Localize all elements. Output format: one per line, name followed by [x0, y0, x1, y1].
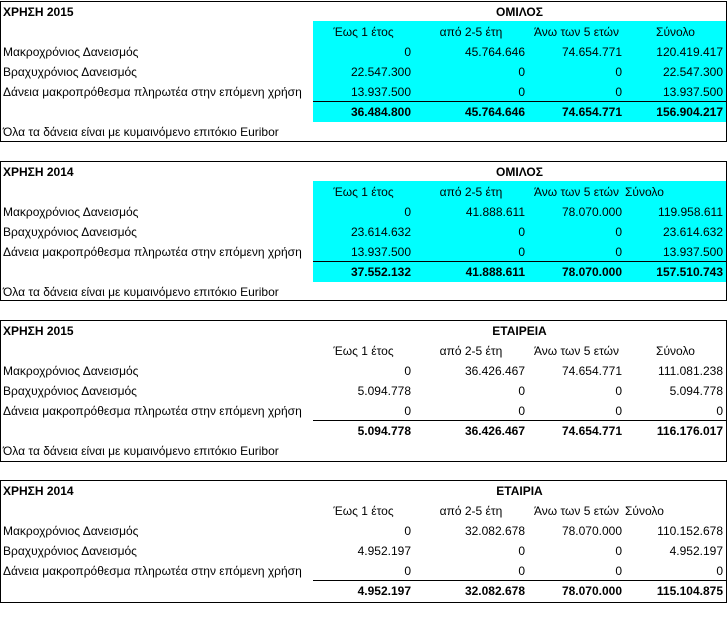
table-row	[1, 42, 726, 62]
total-cell: 5.094.778	[357, 424, 411, 438]
row-label: Βραχυχρόνιος Δανεισμός	[3, 225, 137, 239]
cell: 0	[404, 564, 411, 578]
table-row	[1, 521, 726, 541]
column-header-row	[1, 22, 726, 42]
col-header: Άνω των 5 ετών	[533, 25, 620, 39]
cell: 45.764.646	[464, 45, 525, 59]
cell: 74.654.771	[561, 364, 622, 378]
section-title: ΟΜΙΛΟΣ	[496, 5, 543, 19]
section-title: ΟΜΙΛΟΣ	[496, 165, 543, 179]
row-label: Μακροχρόνιος Δανεισμός	[3, 205, 139, 219]
row-label: Μακροχρόνιος Δανεισμός	[3, 524, 139, 538]
total-cell: 4.952.197	[357, 584, 411, 598]
total-row	[1, 262, 726, 282]
year-label: ΧΡΗΣΗ 2015	[3, 324, 74, 338]
cell: 36.426.467	[464, 364, 525, 378]
col-header: από 2-5 έτη	[439, 25, 503, 39]
cell: 41.888.611	[465, 205, 525, 219]
cell: 74.654.771	[561, 45, 622, 59]
total-cell: 74.654.771	[561, 424, 622, 438]
total-row	[1, 421, 726, 441]
cell: 0	[404, 404, 411, 418]
cell: 0	[404, 364, 411, 378]
cell: 0	[518, 544, 525, 558]
cell: 0	[615, 245, 622, 259]
total-cell: 37.552.132	[350, 265, 411, 279]
col-header: Σύνολο	[625, 504, 664, 518]
cell: 0	[518, 404, 525, 418]
total-cell: 41.888.611	[465, 265, 525, 279]
col-header: Σύνολο	[625, 185, 664, 199]
cell: 0	[518, 384, 525, 398]
cell: 78.070.000	[561, 524, 622, 538]
col-header: Έως 1 έτος	[333, 25, 394, 39]
cell: 111.081.238	[658, 364, 723, 378]
total-row	[1, 581, 726, 601]
cell: 0	[404, 45, 411, 59]
year-label: ΧΡΗΣΗ 2015	[3, 5, 74, 19]
cell: 13.937.500	[662, 85, 723, 99]
table-company-2014	[0, 480, 727, 603]
cell: 0	[518, 245, 525, 259]
total-cell: 45.764.646	[464, 105, 525, 119]
table-row	[1, 401, 726, 421]
total-cell: 115.104.875	[656, 584, 723, 598]
table-row	[1, 541, 726, 561]
cell: 0	[615, 544, 622, 558]
col-header: Έως 1 έτος	[333, 344, 394, 358]
total-row	[1, 102, 726, 122]
cell: 4.952.197	[669, 544, 723, 558]
total-cell: 36.484.800	[350, 105, 411, 119]
row-label: Δάνεια μακροπρόθεσμα πληρωτέα στην επόμενη χρήση	[3, 564, 302, 578]
col-header: από 2-5 έτη	[439, 504, 503, 518]
year-label: ΧΡΗΣΗ 2014	[3, 484, 74, 498]
cell: 13.937.500	[662, 245, 723, 259]
cell: 0	[716, 404, 723, 418]
column-header-row	[1, 182, 726, 202]
total-cell: 78.070.000	[561, 584, 622, 598]
col-header: Άνω των 5 ετών	[533, 344, 620, 358]
cell: 0	[404, 205, 411, 219]
cell: 120.419.417	[656, 45, 723, 59]
cell: 0	[615, 384, 622, 398]
cell: 5.094.778	[669, 384, 723, 398]
table-row	[1, 561, 726, 581]
table-row	[1, 381, 726, 401]
cell: 0	[518, 65, 525, 79]
row-label: Βραχυχρόνιος Δανεισμός	[3, 65, 137, 79]
cell: 23.614.632	[350, 225, 411, 239]
col-header: Άνω των 5 ετών	[533, 504, 620, 518]
table-row	[1, 202, 726, 222]
note-row	[1, 441, 726, 461]
table-row	[1, 82, 726, 102]
col-header: από 2-5 έτη	[439, 185, 503, 199]
cell: 22.547.300	[662, 65, 723, 79]
cell: 0	[615, 65, 622, 79]
table-row	[1, 62, 726, 82]
total-cell: 78.070.000	[561, 265, 622, 279]
cell: 0	[518, 564, 525, 578]
section-title: ΕΤΑΙΡΕΙΑ	[492, 324, 547, 338]
cell: 32.082.678	[464, 524, 525, 538]
cell: 0	[518, 85, 525, 99]
row-label: Δάνεια μακροπρόθεσμα πληρωτέα στην επόμενη χρήση	[3, 404, 302, 418]
col-header: Έως 1 έτος	[333, 504, 394, 518]
cell: 13.937.500	[350, 245, 411, 259]
cell: 0	[615, 225, 622, 239]
col-header: από 2-5 έτη	[439, 344, 503, 358]
row-label: Δάνεια μακροπρόθεσμα πληρωτέα στην επόμενη χρήση	[3, 245, 302, 259]
row-label: Βραχυχρόνιος Δανεισμός	[3, 544, 137, 558]
year-label: ΧΡΗΣΗ 2014	[3, 165, 74, 179]
total-cell: 32.082.678	[464, 584, 525, 598]
cell: 22.547.300	[350, 65, 411, 79]
row-label: Βραχυχρόνιος Δανεισμός	[3, 384, 137, 398]
column-header-row	[1, 341, 726, 361]
col-header: Έως 1 έτος	[333, 185, 394, 199]
total-cell: 36.426.467	[464, 424, 525, 438]
cell: 23.614.632	[662, 225, 723, 239]
footnote: Όλα τα δάνεια είναι με κυμαινόμενο επιτόκιο Euribor	[3, 285, 279, 299]
cell: 4.952.197	[357, 544, 411, 558]
cell: 110.152.678	[657, 524, 723, 538]
total-cell: 116.176.017	[656, 424, 723, 438]
cell: 0	[518, 225, 525, 239]
row-label: Δάνεια μακροπρόθεσμα πληρωτέα στην επόμενη χρήση	[3, 85, 302, 99]
total-cell: 157.510.743	[656, 265, 723, 279]
footnote: Όλα τα δάνεια είναι με κυμαινόμενο επιτόκιο Euribor	[3, 125, 279, 139]
col-header: Σύνολο	[656, 344, 695, 358]
table-row	[1, 222, 726, 242]
col-header: Άνω των 5 ετών	[533, 185, 620, 199]
table-group-2014	[0, 161, 727, 301]
cell: 0	[615, 564, 622, 578]
cell: 0	[615, 404, 622, 418]
footnote: Όλα τα δάνεια είναι με κυμαινόμενο επιτόκιο Euribor	[3, 444, 279, 458]
cell: 0	[615, 85, 622, 99]
note-row	[1, 122, 726, 142]
column-header-row	[1, 501, 726, 521]
row-label: Μακροχρόνιος Δανεισμός	[3, 45, 139, 59]
total-cell: 74.654.771	[561, 105, 622, 119]
cell: 119.958.611	[658, 205, 723, 219]
total-cell: 156.904.217	[656, 105, 723, 119]
note-row	[1, 282, 726, 302]
table-row	[1, 361, 726, 381]
cell: 13.937.500	[350, 85, 411, 99]
table-company-2015	[0, 320, 727, 462]
cell: 0	[716, 564, 723, 578]
cell: 0	[404, 524, 411, 538]
cell: 78.070.000	[561, 205, 622, 219]
col-header: Σύνολο	[656, 25, 695, 39]
cell: 5.094.778	[357, 384, 411, 398]
table-row	[1, 242, 726, 262]
row-label: Μακροχρόνιος Δανεισμός	[3, 364, 139, 378]
section-title: ΕΤΑΙΡΙΑ	[496, 484, 543, 498]
table-group-2015	[0, 1, 727, 142]
